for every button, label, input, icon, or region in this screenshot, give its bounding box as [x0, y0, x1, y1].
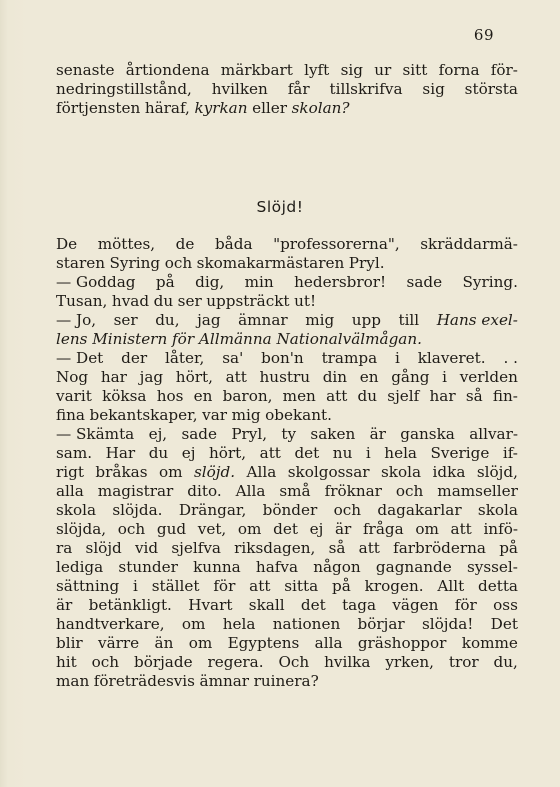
text-line	[56, 368, 518, 387]
word: mig	[231, 406, 261, 424]
word: hvilka	[324, 653, 371, 671]
word: detta	[478, 577, 518, 595]
word: hit	[56, 653, 77, 671]
word: tror	[448, 653, 479, 671]
word: — Det	[56, 349, 104, 367]
word: yrken,	[385, 653, 434, 671]
word: börjar	[357, 615, 405, 633]
word: att	[249, 577, 271, 595]
word: staren	[56, 254, 105, 272]
text-line	[56, 387, 518, 406]
word: om	[237, 520, 262, 538]
word: sättning	[56, 577, 120, 595]
word: har	[429, 387, 456, 405]
text-line	[56, 501, 518, 520]
word: det	[300, 596, 326, 614]
word: företrädesvis	[93, 672, 195, 690]
word: hustru	[259, 368, 311, 386]
word: alla	[56, 482, 84, 500]
word: för-	[490, 61, 518, 79]
text-line	[56, 273, 518, 292]
text-line	[56, 653, 518, 672]
word: sitta	[284, 577, 319, 595]
page-number: 69	[473, 26, 494, 44]
word: i	[365, 444, 371, 462]
text-line	[56, 425, 518, 444]
word: nedringstillstånd,	[56, 80, 192, 98]
word: betänkligt.	[88, 596, 172, 614]
word: häraf,	[144, 99, 190, 117]
word: och	[333, 501, 362, 519]
word: kunna	[193, 558, 241, 576]
word: någon	[313, 558, 361, 576]
word: uppsträckt	[206, 292, 290, 310]
word: fråga	[362, 520, 404, 538]
text-line	[56, 61, 518, 80]
word: stället	[151, 577, 200, 595]
word: men	[282, 387, 316, 405]
word: nationen	[272, 615, 341, 633]
word: slöjda!	[421, 615, 474, 633]
word: idka	[432, 463, 466, 481]
word: på	[332, 577, 351, 595]
word: lediga	[56, 558, 104, 576]
text-line	[56, 330, 518, 349]
word: sa'	[222, 349, 244, 367]
word: saken	[310, 425, 356, 443]
word: sig	[422, 80, 445, 98]
word: hört,	[208, 444, 247, 462]
word: på	[155, 273, 175, 291]
word: trampa	[321, 349, 378, 367]
word: krogen.	[364, 577, 424, 595]
word: och	[91, 653, 120, 671]
word: fina	[56, 406, 85, 424]
word: en	[193, 387, 213, 405]
word: Hvart	[188, 596, 233, 614]
word: bönder	[262, 501, 318, 519]
word: är	[334, 520, 352, 538]
word: baron,	[222, 387, 273, 405]
text-line	[56, 406, 518, 425]
word: ämnar	[199, 672, 250, 690]
word: obekant.	[265, 406, 332, 424]
word: Har	[105, 444, 136, 462]
word: hedersbror!	[294, 273, 387, 291]
word: Pryl.	[348, 254, 385, 272]
word: för	[454, 596, 477, 614]
word: ser	[177, 292, 202, 310]
word: magistrar	[97, 482, 174, 500]
word: ra	[56, 539, 73, 557]
word: för	[213, 577, 236, 595]
word: if-	[502, 444, 518, 462]
word: — Skämta	[56, 425, 135, 443]
word: årtiondena	[125, 61, 210, 79]
word: hvad	[111, 292, 150, 310]
word: taga	[342, 596, 376, 614]
word: är	[56, 596, 73, 614]
word: båda	[214, 235, 253, 253]
word: oss	[493, 596, 518, 614]
word: Det	[490, 615, 518, 633]
text-line	[56, 596, 518, 615]
word: — Goddag	[56, 273, 136, 291]
text-line	[56, 539, 518, 558]
word: ruinera?	[253, 672, 319, 690]
word: lens Ministern för Allmänna Nationalvälmågan.	[56, 330, 422, 348]
word: man	[56, 672, 90, 690]
word: syssel-	[466, 558, 518, 576]
intro-paragraph	[56, 61, 518, 118]
word: du,	[493, 653, 518, 671]
word: ej	[181, 444, 196, 462]
word: skomakarmästaren	[196, 254, 345, 272]
word: låter,	[164, 349, 205, 367]
text-line	[56, 99, 518, 118]
word: började	[133, 653, 193, 671]
word: slöjd,	[476, 463, 518, 481]
word: Egyptens	[227, 634, 300, 652]
word: skolan?	[291, 99, 350, 117]
word: gång	[391, 368, 430, 386]
word: mig	[305, 311, 335, 329]
word: slöjd.	[194, 463, 236, 481]
word: Tusan,	[56, 292, 108, 310]
word: i	[442, 368, 448, 386]
word: slöjda.	[112, 501, 163, 519]
word: ur	[374, 61, 392, 79]
word: riksdagen,	[234, 539, 316, 557]
word: skräddarmä-	[420, 235, 518, 253]
word: skola	[56, 501, 97, 519]
word: skolgossar	[287, 463, 370, 481]
word: min	[244, 273, 274, 291]
word: der	[121, 349, 148, 367]
word: får	[287, 80, 310, 98]
word: Pryl,	[231, 425, 268, 443]
word: Alla	[235, 482, 266, 500]
word: rigt	[56, 463, 84, 481]
word: komme	[461, 634, 518, 652]
word: än	[154, 634, 174, 652]
word: sig	[340, 61, 363, 79]
word: skola	[477, 501, 518, 519]
word: slöjd	[85, 539, 122, 557]
word: Syring	[109, 254, 161, 272]
word: — Jo,	[56, 311, 97, 329]
word: är	[369, 425, 386, 443]
word: förtjensten	[56, 99, 141, 117]
word: och	[117, 520, 146, 538]
word: bekantskaper,	[89, 406, 198, 424]
word: hela	[384, 444, 417, 462]
word: jag	[139, 368, 164, 386]
word: alla	[314, 634, 343, 652]
word: dig,	[195, 273, 225, 291]
word: Hans exel-	[436, 311, 518, 329]
word: du	[148, 444, 169, 462]
word: ty	[281, 425, 297, 443]
section-heading: Slöjd!	[256, 198, 304, 216]
word: så	[465, 387, 483, 405]
word: du	[153, 292, 174, 310]
word: Syring.	[462, 273, 518, 291]
text-line	[56, 520, 518, 539]
word: en	[359, 368, 379, 386]
word: vet,	[197, 520, 227, 538]
word: sitt	[402, 61, 428, 79]
word: hört,	[175, 368, 213, 386]
text-line	[56, 292, 518, 311]
word: och	[395, 482, 424, 500]
word: klaveret.	[417, 349, 486, 367]
word: vägen	[392, 596, 439, 614]
word: att	[358, 539, 380, 557]
word: blir	[56, 634, 83, 652]
text-line	[56, 463, 518, 482]
word: fröknar	[324, 482, 382, 500]
word: sam.	[56, 444, 93, 462]
word: sade	[181, 425, 217, 443]
word: att	[225, 368, 247, 386]
word: hvilken	[211, 80, 268, 98]
word: allvar-	[469, 425, 518, 443]
word: bråkas	[95, 463, 148, 481]
word: senaste	[56, 61, 115, 79]
word: nu	[332, 444, 353, 462]
word: om	[158, 463, 183, 481]
word: det	[273, 520, 298, 538]
body-text	[56, 235, 518, 691]
word: vid	[134, 539, 159, 557]
word: hafva	[255, 558, 298, 576]
text-line	[56, 482, 518, 501]
word: din	[322, 368, 348, 386]
word: "professorerna",	[273, 235, 400, 253]
word: dito.	[187, 482, 222, 500]
word: gräshoppor	[357, 634, 447, 652]
word: fin-	[492, 387, 518, 405]
word: hos	[156, 387, 184, 405]
word: märkbart	[220, 61, 293, 79]
word: gud	[156, 520, 187, 538]
word: ganska	[400, 425, 455, 443]
word: ej	[309, 520, 324, 538]
text-line	[56, 558, 518, 577]
word: på	[499, 539, 518, 557]
word: att	[450, 520, 472, 538]
text-line	[56, 311, 518, 330]
word: ämnar	[238, 311, 288, 329]
word: värre	[98, 634, 140, 652]
word: Drängar,	[178, 501, 247, 519]
word: har	[100, 368, 127, 386]
word: forna	[438, 61, 480, 79]
word: ej,	[148, 425, 168, 443]
word: du	[357, 387, 378, 405]
word: kyrkan	[194, 99, 248, 117]
word: jag	[197, 311, 221, 329]
word: regera.	[207, 653, 264, 671]
word: slöjda,	[56, 520, 107, 538]
word: var	[202, 406, 228, 424]
word: i	[133, 577, 138, 595]
word: skall	[248, 596, 285, 614]
word: eller	[252, 99, 288, 117]
word: Nog	[56, 368, 89, 386]
text-line	[56, 634, 518, 653]
word: små	[279, 482, 311, 500]
word: sjelf	[387, 387, 420, 405]
word: stunder	[118, 558, 178, 576]
word: det	[294, 444, 320, 462]
word: De	[56, 235, 78, 253]
word: Allt	[437, 577, 465, 595]
word: Sverige	[430, 444, 490, 462]
word: sjelfva	[171, 539, 221, 557]
word: om	[188, 634, 213, 652]
word: Och	[278, 653, 310, 671]
text-line	[56, 235, 518, 254]
text-line	[56, 577, 518, 596]
text-line	[56, 254, 518, 273]
word: de	[175, 235, 195, 253]
word: . .	[503, 349, 518, 367]
word: du,	[155, 311, 180, 329]
word: så	[328, 539, 346, 557]
word: verlden	[459, 368, 518, 386]
word: om	[181, 615, 206, 633]
word: att	[259, 444, 281, 462]
text-line	[56, 672, 518, 691]
word: till	[398, 311, 420, 329]
word: Alla	[246, 463, 277, 481]
word: köksa	[102, 387, 147, 405]
word: möttes,	[97, 235, 156, 253]
word: hela	[222, 615, 256, 633]
text-line	[56, 615, 518, 634]
word: ser	[113, 311, 138, 329]
word: och	[164, 254, 193, 272]
word: varit	[56, 387, 92, 405]
word: handtverkare,	[56, 615, 165, 633]
text-line	[56, 349, 518, 368]
word: tillskrifva	[329, 80, 403, 98]
word: bon'n	[261, 349, 304, 367]
word: i	[395, 349, 400, 367]
word: mamseller	[437, 482, 518, 500]
word: att	[326, 387, 348, 405]
text-line	[56, 80, 518, 99]
word: dagakarlar	[377, 501, 462, 519]
word: gagnande	[375, 558, 452, 576]
word: farbröderna	[393, 539, 486, 557]
word: sade	[406, 273, 443, 291]
word: skola	[381, 463, 422, 481]
word: infö-	[483, 520, 518, 538]
word: upp	[351, 311, 381, 329]
word: om	[415, 520, 439, 538]
word: största	[464, 80, 518, 98]
word: lyft	[304, 61, 330, 79]
text-line	[56, 444, 518, 463]
word: ut!	[294, 292, 317, 310]
